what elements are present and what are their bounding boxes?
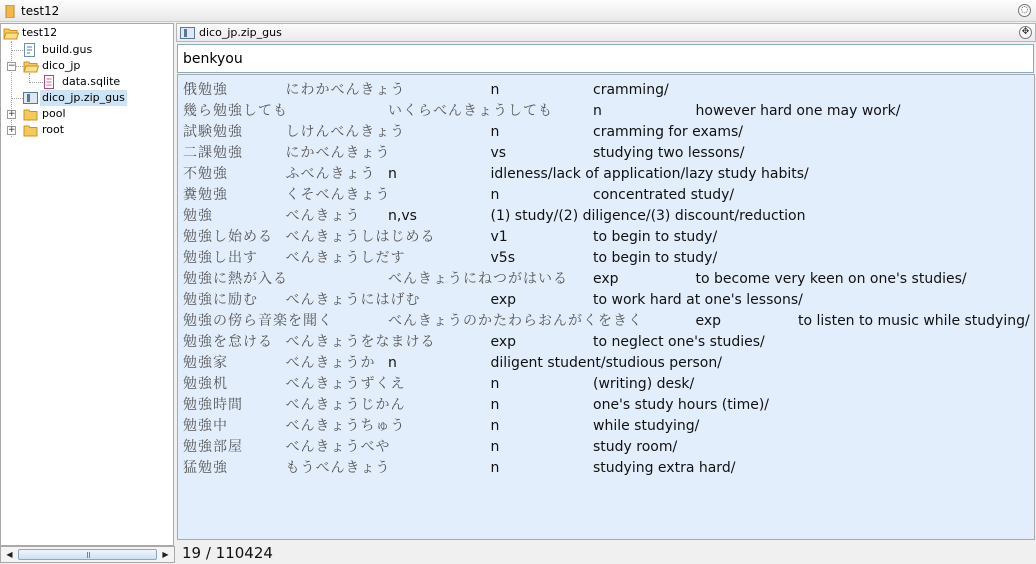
result-gloss: to neglect one's studies/ [593, 334, 765, 350]
result-word: 試験勉強 [183, 124, 243, 140]
result-word: 勉強に熱が入る [183, 271, 288, 287]
result-pos: n [593, 103, 602, 119]
tree-connector [11, 98, 23, 99]
result-pos: vs [490, 145, 507, 161]
folder-open-icon [3, 27, 19, 40]
result-word: 不勉強 [183, 166, 228, 182]
result-pos: n [490, 187, 500, 203]
result-reading: もうべんきょう [285, 460, 391, 476]
result-word: 勉強し出す [183, 250, 258, 266]
result-pos: v5s [490, 250, 515, 266]
tree-label: dico_jp.zip_gus [42, 91, 125, 104]
scrollbar-thumb[interactable] [18, 549, 157, 560]
result-pos: n [490, 124, 500, 140]
folder-icon [5, 5, 15, 18]
folder-icon [23, 124, 39, 137]
expand-toggle[interactable]: + [8, 125, 16, 135]
result-pos: n [490, 397, 500, 413]
result-reading: べんきょうずくえ [285, 376, 406, 392]
zip-archive-icon [180, 26, 196, 40]
result-gloss: one's study hours (time)/ [593, 397, 770, 413]
expand-toggle[interactable]: + [8, 109, 16, 119]
window-close-button[interactable]: ◌ [1018, 4, 1031, 17]
result-word: 勉強の傍ら音楽を聞く [183, 313, 333, 329]
editor-tab-bar [176, 23, 1036, 42]
result-reading: しけんべんきょう [285, 124, 406, 140]
result-reading: にかべんきょう [285, 145, 391, 161]
result-gloss: to listen to music while studying/ [798, 313, 1030, 329]
result-word: 猛勉強 [183, 460, 228, 476]
result-reading: べんきょう [285, 208, 361, 224]
folder-open-icon [23, 60, 39, 73]
window-title: test12 [21, 4, 60, 18]
search-input[interactable] [177, 44, 1034, 73]
result-word: 糞勉強 [183, 187, 228, 203]
result-reading: べんきょうしはじめる [285, 229, 436, 245]
result-gloss: (writing) desk/ [593, 376, 695, 392]
result-pos: n [490, 376, 500, 392]
result-pos: n [388, 355, 397, 371]
editor-tab[interactable]: dico_jp.zip_gus [199, 26, 282, 39]
result-reading: べんきょうのかたわらおんがくをきく [388, 313, 643, 329]
scroll-right-arrow-icon[interactable]: ▶ [162, 550, 169, 559]
database-file-icon [43, 75, 55, 89]
tree-horizontal-scrollbar[interactable] [0, 546, 175, 563]
result-reading: くそべんきょう [285, 187, 391, 203]
result-word: 俄勉強 [183, 82, 228, 98]
result-gloss: (1) study/(2) diligence/(3) discount/reduction [490, 208, 806, 224]
result-gloss: studying extra hard/ [593, 460, 736, 476]
tree-connector [11, 41, 12, 137]
result-reading: べんきょうしだす [285, 250, 406, 266]
result-word: 勉強に励む [183, 292, 258, 308]
result-word: 勉強机 [183, 376, 228, 392]
result-count: 19 / 110424 [182, 544, 273, 562]
result-reading: べんきょうにねつがはいる [388, 271, 568, 287]
file-tree [0, 23, 174, 546]
result-gloss: to begin to study/ [593, 250, 718, 266]
result-pos: n [490, 418, 500, 434]
result-gloss: cramming for exams/ [593, 124, 743, 140]
result-pos: n [490, 439, 500, 455]
result-reading: いくらべんきょうしても [388, 103, 553, 119]
result-pos: exp [695, 313, 722, 329]
result-gloss: to begin to study/ [593, 229, 718, 245]
result-reading: べんきょうをなまける [285, 334, 436, 350]
result-word: 勉強家 [183, 355, 228, 371]
result-reading: べんきょうちゅう [285, 418, 406, 434]
result-reading: べんきょうか [285, 355, 376, 371]
title-bar [0, 0, 1036, 22]
result-reading: べんきょうにはげむ [285, 292, 421, 308]
scroll-left-arrow-icon[interactable]: ◀ [6, 550, 13, 559]
result-reading: にわかべんきょう [285, 82, 406, 98]
result-gloss: cramming/ [593, 82, 669, 98]
tab-settings-button[interactable]: ✥ [1019, 26, 1032, 39]
collapse-toggle[interactable]: − [8, 61, 16, 71]
result-gloss: while studying/ [593, 418, 700, 434]
result-gloss: to work hard at one's lessons/ [593, 292, 803, 308]
result-gloss: however hard one may work/ [695, 103, 901, 119]
folder-icon [23, 108, 39, 121]
result-gloss: concentrated study/ [593, 187, 735, 203]
result-gloss: idleness/lack of application/lazy study habits/ [490, 166, 809, 182]
tree-label: root [42, 123, 65, 136]
zip-archive-icon [23, 91, 39, 105]
result-pos: n [388, 166, 397, 182]
result-pos: n,vs [388, 208, 417, 224]
result-pos: n [490, 460, 500, 476]
status-bar [176, 542, 1036, 564]
result-word: 勉強を怠ける [183, 334, 273, 350]
result-word: 勉強し始める [183, 229, 273, 245]
result-word: 勉強部屋 [183, 439, 243, 455]
result-pos: n [490, 82, 500, 98]
result-reading: べんきょうべや [285, 439, 391, 455]
result-word: 二課勉強 [183, 145, 243, 161]
result-word: 幾ら勉強しても [183, 103, 288, 119]
tree-label: build.gus [42, 43, 93, 56]
result-pos: v1 [490, 229, 508, 245]
result-word: 勉強中 [183, 418, 228, 434]
result-gloss: study room/ [593, 439, 678, 455]
tree-connector [11, 50, 23, 51]
grip-icon [87, 552, 90, 558]
result-gloss: to become very keen on one's studies/ [695, 271, 967, 287]
result-reading: ふべんきょう [285, 166, 376, 182]
result-pos: exp [490, 292, 517, 308]
result-reading: べんきょうじかん [285, 397, 406, 413]
result-word: 勉強時間 [183, 397, 243, 413]
result-gloss: diligent student/studious person/ [490, 355, 722, 371]
result-gloss: studying two lessons/ [593, 145, 745, 161]
tree-label: dico_jp [42, 59, 81, 72]
script-file-icon [23, 43, 36, 57]
tree-label: data.sqlite [62, 75, 121, 88]
results-list[interactable] [177, 74, 1035, 540]
tree-label: pool [42, 107, 66, 120]
result-pos: exp [593, 271, 619, 287]
tree-label: test12 [22, 26, 58, 39]
result-pos: exp [490, 334, 517, 350]
tree-connector [29, 82, 43, 83]
result-word: 勉強 [183, 208, 213, 224]
